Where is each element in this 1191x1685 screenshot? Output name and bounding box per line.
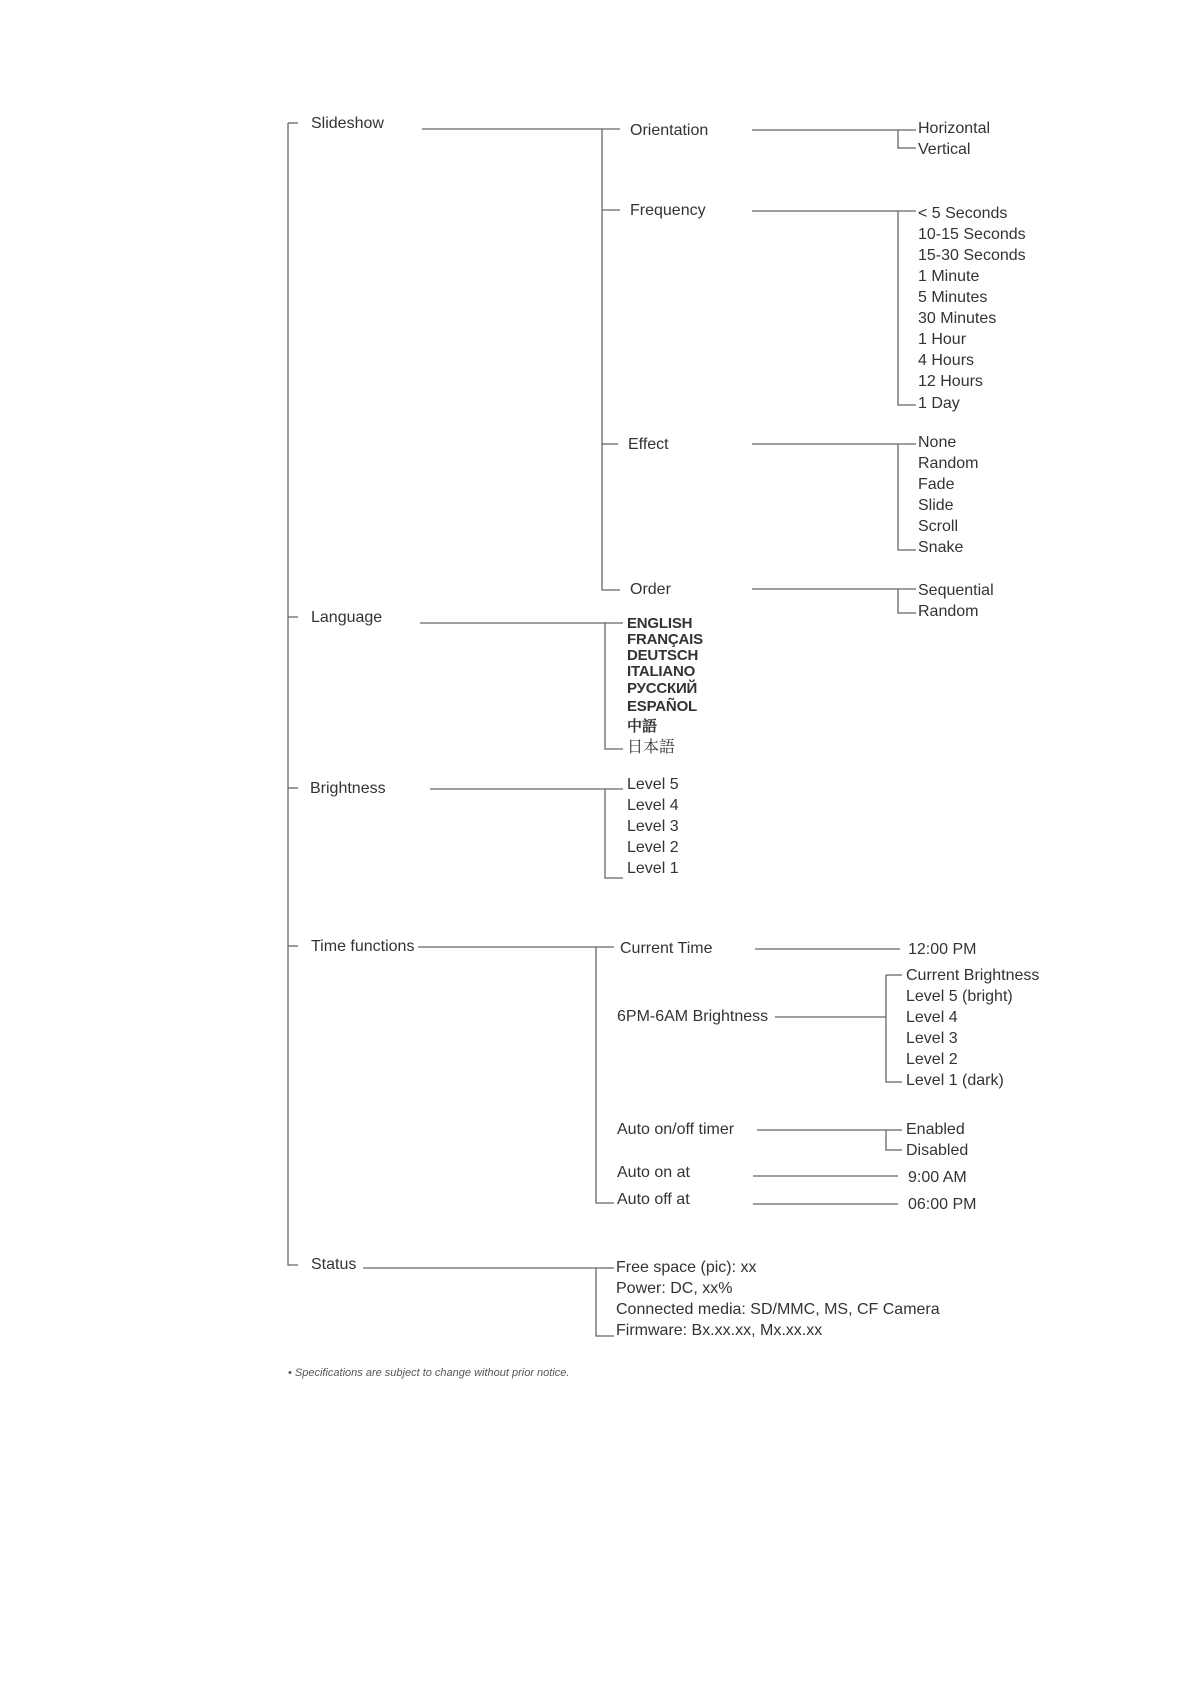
- auto-off-value: 06:00 PM: [908, 1196, 977, 1213]
- option-item[interactable]: Sequential: [918, 582, 994, 599]
- menu-brightness[interactable]: Brightness: [310, 780, 386, 797]
- option-item[interactable]: 5 Minutes: [918, 289, 988, 306]
- submenu-auto-timer[interactable]: Auto on/off timer: [617, 1121, 735, 1138]
- status-item: Power: DC, xx%: [616, 1280, 733, 1297]
- status-item: Free space (pic): xx: [616, 1259, 757, 1276]
- trunk-line: [288, 123, 298, 1265]
- menu-slideshow[interactable]: Slideshow: [311, 115, 384, 132]
- menu-status[interactable]: Status: [311, 1256, 357, 1273]
- option-item[interactable]: Level 1 (dark): [906, 1072, 1004, 1089]
- submenu-auto-off[interactable]: Auto off at: [617, 1191, 690, 1208]
- option-item[interactable]: 1 Day: [918, 395, 960, 412]
- submenu-auto-on[interactable]: Auto on at: [617, 1164, 690, 1181]
- option-item[interactable]: < 5 Seconds: [918, 205, 1008, 222]
- language-option[interactable]: РУССКИЙ: [627, 680, 698, 697]
- option-item[interactable]: Fade: [918, 476, 955, 493]
- option-item[interactable]: 10-15 Seconds: [918, 226, 1026, 243]
- submenu-order[interactable]: Order: [630, 581, 671, 598]
- submenu-orientation[interactable]: Orientation: [630, 122, 709, 139]
- language-option[interactable]: ITALIANO: [627, 663, 696, 680]
- brightness-connector: [430, 789, 623, 878]
- option-item[interactable]: Random: [918, 455, 979, 472]
- option-item[interactable]: Scroll: [918, 518, 959, 535]
- language-option[interactable]: 日本語: [627, 739, 676, 756]
- option-item[interactable]: Level 3: [906, 1030, 958, 1047]
- submenu-effect[interactable]: Effect: [628, 436, 669, 453]
- option-item[interactable]: Level 4: [627, 797, 679, 814]
- option-item[interactable]: 1 Hour: [918, 331, 967, 348]
- option-item[interactable]: Current Brightness: [906, 967, 1040, 984]
- footnote: • Specifications are subject to change without prior notice.: [288, 1367, 570, 1379]
- language-option[interactable]: FRANÇAIS: [627, 631, 703, 648]
- language-option[interactable]: DEUTSCH: [627, 647, 699, 664]
- menu-language[interactable]: Language: [311, 609, 383, 626]
- language-option[interactable]: 中語: [627, 718, 658, 735]
- option-item[interactable]: Level 3: [627, 818, 679, 835]
- option-item[interactable]: Horizontal: [918, 120, 991, 137]
- option-item[interactable]: None: [918, 434, 957, 451]
- current-time-value: 12:00 PM: [908, 941, 977, 958]
- option-item[interactable]: Level 2: [627, 839, 679, 856]
- option-item[interactable]: Snake: [918, 539, 964, 556]
- option-item[interactable]: Slide: [918, 497, 954, 514]
- auto-on-value: 9:00 AM: [908, 1169, 967, 1186]
- status-item: Connected media: SD/MMC, MS, CF Camera: [616, 1301, 940, 1318]
- language-option[interactable]: ESPAÑOL: [627, 698, 697, 715]
- time-functions-connector: [418, 947, 614, 1203]
- option-item[interactable]: 30 Minutes: [918, 310, 997, 327]
- option-item[interactable]: Enabled: [906, 1121, 965, 1138]
- option-item[interactable]: Random: [918, 603, 979, 620]
- language-option[interactable]: ENGLISH: [627, 615, 693, 632]
- option-item[interactable]: 15-30 Seconds: [918, 247, 1026, 264]
- option-item[interactable]: Level 2: [906, 1051, 958, 1068]
- menu-time-functions[interactable]: Time functions: [311, 938, 415, 955]
- option-item[interactable]: Disabled: [906, 1142, 969, 1159]
- submenu-night-brightness[interactable]: 6PM-6AM Brightness: [617, 1008, 769, 1025]
- option-item[interactable]: Level 1: [627, 860, 679, 877]
- language-connector: [420, 623, 623, 749]
- option-item[interactable]: 12 Hours: [918, 373, 983, 390]
- status-item: Firmware: Bx.xx.xx, Mx.xx.xx: [616, 1322, 823, 1339]
- option-item[interactable]: Level 5: [627, 776, 679, 793]
- submenu-current-time[interactable]: Current Time: [620, 940, 713, 957]
- status-connector: [363, 1268, 614, 1336]
- option-item[interactable]: 4 Hours: [918, 352, 975, 369]
- submenu-frequency[interactable]: Frequency: [630, 202, 706, 219]
- option-item[interactable]: 1 Minute: [918, 268, 980, 285]
- option-item[interactable]: Level 4: [906, 1009, 958, 1026]
- option-item[interactable]: Vertical: [918, 141, 971, 158]
- option-item[interactable]: Level 5 (bright): [906, 988, 1013, 1005]
